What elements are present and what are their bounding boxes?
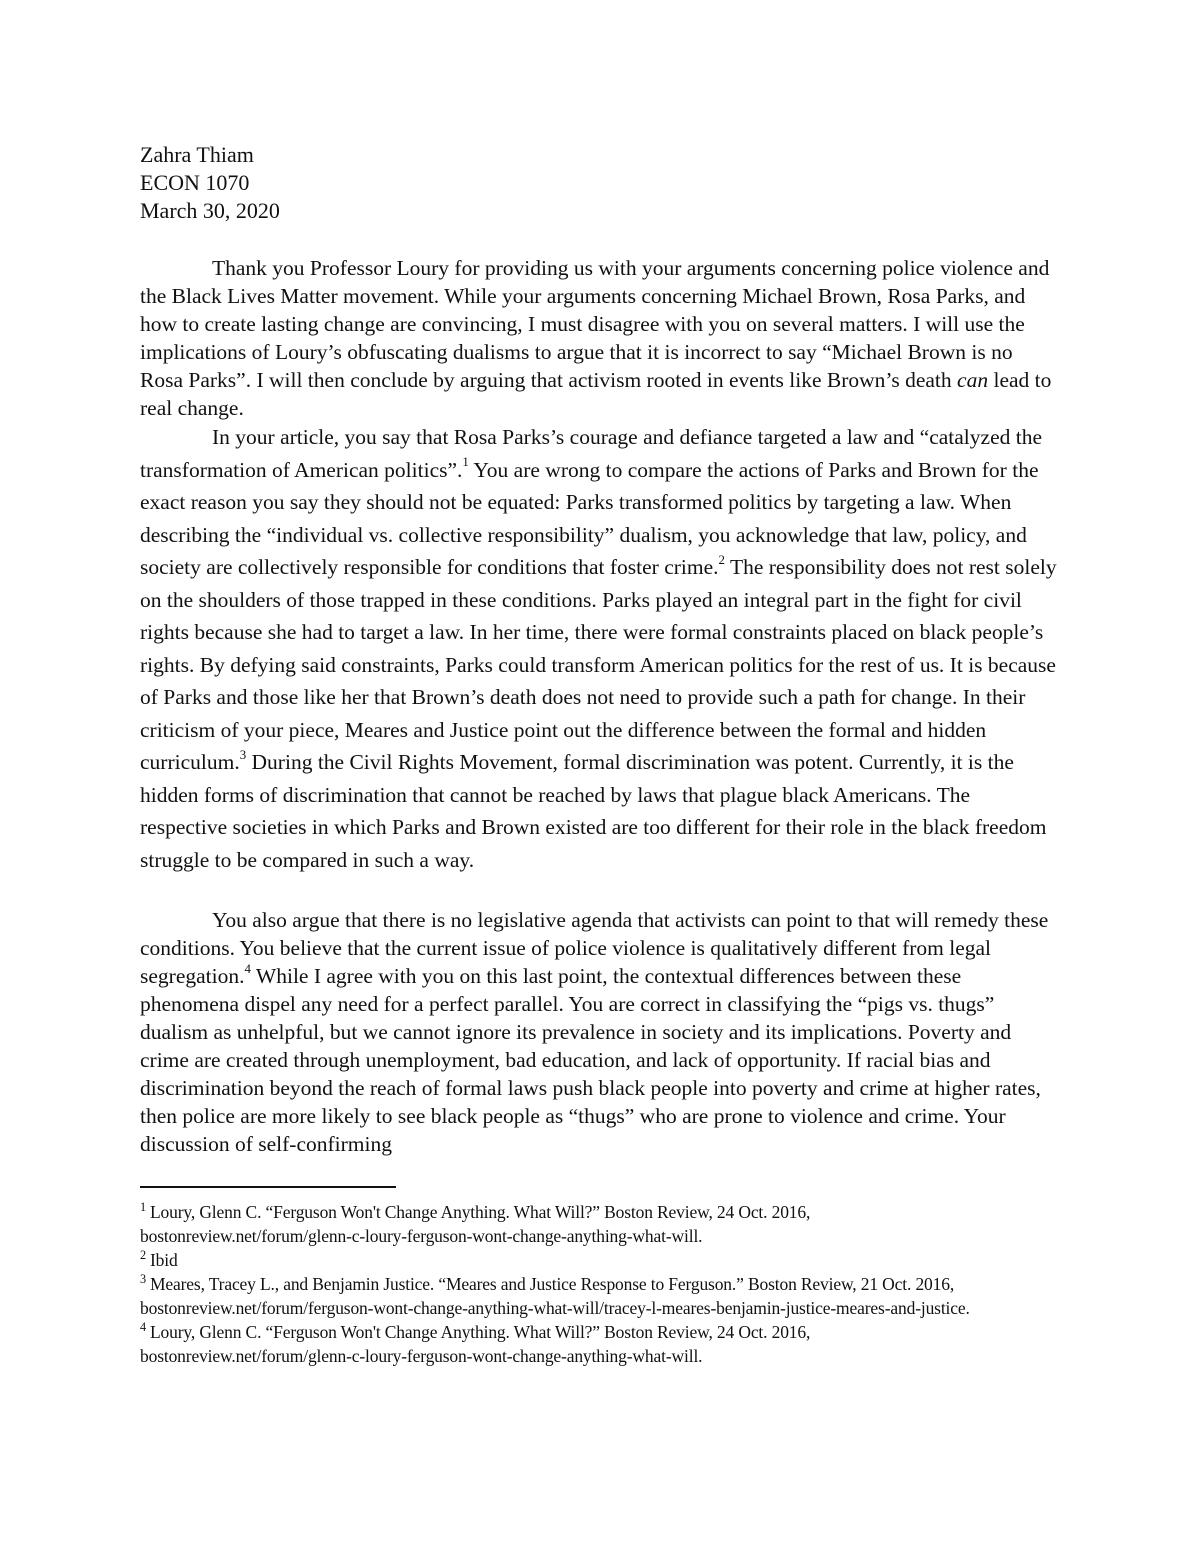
footnote-ref-3[interactable]: 3 <box>239 747 247 762</box>
course-code: ECON 1070 <box>140 170 250 195</box>
footnote-ref-2[interactable]: 2 <box>718 552 725 567</box>
paragraph-2-part-c: The responsibility does not rest solely on the shoulders of those trapped in these conditions. Parks played an integral part in the fight for civil rights because she had to target a law. In her time, there were formal constraints placed on black people’s rights. By defying said constraints, Parks could transform American politics for the rest of us. It is because of Parks and those like her that Brown’s death does not need to provide such a path for change. In their criticism of your piece, Meares and Justice point out the difference between the formal and hidden curriculum. <box>140 555 1057 774</box>
paragraph-1-text: Thank you Professor Loury for providing us with your arguments concerning police violence and the Black Lives Matter movement. While your arguments concerning Michael Brown, Rosa Parks, and how to create lasting change are convincing, I must disagree with you on several matters. I will use the implications of Loury’s obfuscating dualisms to argue that it is incorrect to say “Michael Brown is no Rosa Parks”. I will then conclude by arguing that activism rooted in events like Brown’s death <box>140 256 1050 392</box>
footnote-number: 1 <box>140 1200 146 1215</box>
footnote-url[interactable]: bostonreview.net/forum/glenn-c-loury-ferguson-wont-change-anything-what-will. <box>140 1346 703 1366</box>
footnote-number: 4 <box>140 1320 146 1335</box>
paragraph-2-part-b: You are wrong to compare the actions of Parks and Brown for the exact reason you say they should not be equated: Parks transformed politics by targeting a law. When describing the “individual vs. collective responsibility” dualism, you acknowledge that law, policy, and society are collectively responsible for conditions that foster crime. <box>140 457 1039 579</box>
footnote-text: Loury, Glenn C. “Ferguson Won't Change Anything. What Will?” Boston Review, 24 Oct. 2016, <box>149 1202 811 1222</box>
footnote-url[interactable]: bostonreview.net/forum/ferguson-wont-change-anything-what-will/tracey-l-meares-benjamin-justice-meares-and-justice. <box>140 1298 970 1318</box>
footnote-text: Ibid <box>149 1250 178 1270</box>
footnote-number: 3 <box>140 1272 146 1287</box>
paragraph-3-part-b: While I agree with you on this last point, the contextual differences between these phenomena dispel any need for a perfect parallel. You are correct in classifying the “pigs vs. thugs” dualism as unhelpful, but we cannot ignore its prevalence in society and its implications. Poverty and crime are created through unemployment, bad education, and lack of opportunity. If racial bias and discrimination beyond the reach of formal laws push black people into poverty and crime at higher rates, then police are more likely to see black people as “thugs” who are prone to violence and crime. Your discussion of self-confirming <box>140 964 1041 1156</box>
paragraph-2 <box>140 421 1060 876</box>
footnote-4 <box>140 1320 1060 1368</box>
paragraph-3 <box>140 906 1060 1158</box>
footnote-url[interactable]: bostonreview.net/forum/glenn-c-loury-ferguson-wont-change-anything-what-will. <box>140 1226 703 1246</box>
paragraph-2-part-d: During the Civil Rights Movement, formal discrimination was potent. Currently, it is the hidden forms of discrimination that cannot be reached by laws that plague black Americans. The respective societies in which Parks and Brown existed are too different for their role in the black freedom struggle to be compared in such a way. <box>140 750 1047 872</box>
footnote-text: Loury, Glenn C. “Ferguson Won't Change Anything. What Will?” Boston Review, 24 Oct. 2016, <box>149 1322 811 1342</box>
document-header <box>140 141 280 225</box>
footnote-ref-1[interactable]: 1 <box>462 455 469 470</box>
footnote-text: Meares, Tracey L., and Benjamin Justice. “Meares and Justice Response to Ferguson.” Boston Review, 21 Oct. 2016, <box>149 1274 955 1294</box>
footnote-3 <box>140 1272 1060 1320</box>
footnote-2 <box>140 1248 1060 1272</box>
footnote-ref-4[interactable]: 4 <box>244 961 251 976</box>
author-name: Zahra Thiam <box>140 142 254 167</box>
paragraph-3-part-a: You also argue that there is no legislative agenda that activists can point to that will remedy these conditions. You believe that the current issue of police violence is qualitatively different from legal segregation. <box>140 908 1049 988</box>
footnote-1 <box>140 1200 1060 1248</box>
paragraph-1-text-end: lead to real change. <box>140 368 1052 420</box>
document-date: March 30, 2020 <box>140 198 280 223</box>
footnote-separator <box>140 1186 396 1188</box>
footnote-number: 2 <box>140 1248 146 1263</box>
emphasis-can: can <box>957 368 989 392</box>
paragraph-2-part-a: In your article, you say that Rosa Parks’s courage and defiance targeted a law and “catalyzed the transformation of American politics”. <box>140 425 1042 482</box>
paragraph-1 <box>140 254 1060 422</box>
footnotes <box>140 1200 1060 1368</box>
